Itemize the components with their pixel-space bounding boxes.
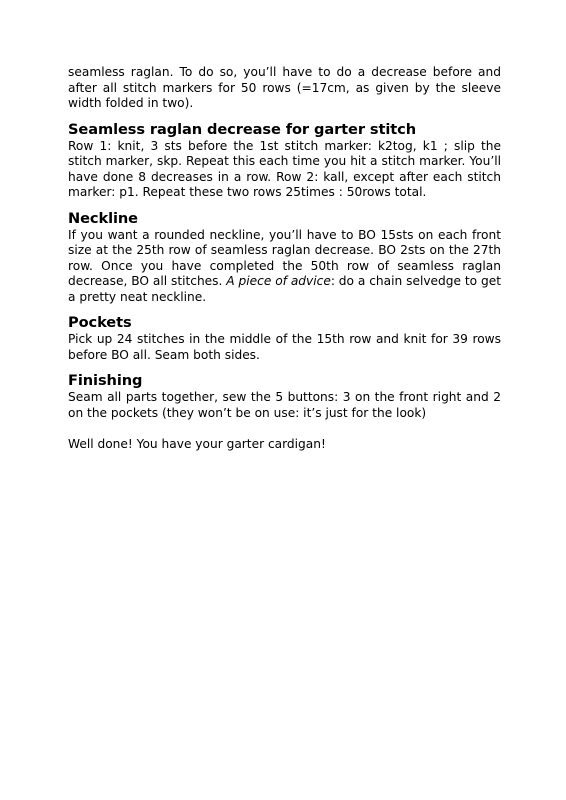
section-heading-neckline: Neckline <box>68 209 138 227</box>
section-heading-finishing: Finishing <box>68 372 143 389</box>
section-body-neckline <box>68 228 501 306</box>
section-heading-raglan-decrease: Seamless raglan decrease for garter stitch <box>68 120 417 138</box>
neckline-text-after: : do a chain selvedge to get a pretty neat neckline. <box>68 274 502 304</box>
closing-paragraph: Well done! You have your garter cardigan! <box>68 437 326 451</box>
section-body-finishing: Seam all parts together, sew the 5 buttons: 3 on the front right and 2 on the pockets (they won’t be on use: it’s just for the look) <box>68 390 501 420</box>
neckline-text-italic: A piece of advice <box>226 274 331 288</box>
section-body-pockets: Pick up 24 stitches in the middle of the 15th row and knit for 39 rows before BO all. Seam both sides. <box>68 332 501 362</box>
intro-paragraph: seamless raglan. To do so, you’ll have to do a decrease before and after all stitch markers for 50 rows (=17cm, as given by the sleeve width folded in two). <box>68 65 501 110</box>
document-page <box>68 65 501 453</box>
neckline-text-before: If you want a rounded neckline, you’ll have to BO 15sts on each front size at the 25th row of seamless raglan decrease. BO 2sts on the 27th row. Once you have completed the 50th row of seamless raglan decrease, BO all stitches. <box>68 227 501 288</box>
section-body-raglan-decrease: Row 1: knit, 3 sts before the 1st stitch marker: k2tog, k1 ; slip the stitch marker, skp. Repeat this each time you hit a stitch marker. You’ll have done 8 decreases in a row. Row 2: kall, except after each stitch marker: p1. Repeat these two rows 25times : 50rows total. <box>68 138 501 199</box>
section-heading-pockets: Pockets <box>68 314 132 331</box>
